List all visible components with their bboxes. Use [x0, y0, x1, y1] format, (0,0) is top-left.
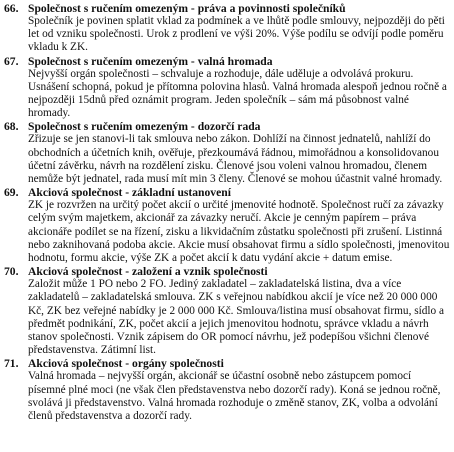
section-title: Akciová společnost - orgány společnosti: [28, 357, 224, 371]
section-paragraph: Společník je povinen splatit vklad za podmínek a ve lhůtě podle smlouvy, nejpozději do pěti let od vzniku společnosti. Urok z prodlení ve výši 20%. Výše podílu se odvíjí podle poměru vkladu k ZK.: [28, 15, 445, 54]
section-heading: [4, 2, 450, 15]
section-number: 70.: [4, 265, 19, 279]
section-body: [28, 370, 450, 423]
section-69: [4, 186, 450, 265]
section-title: Společnost s ručením omezeným - valná hromada: [28, 54, 273, 68]
section-number: 69.: [4, 186, 19, 200]
section-heading: [4, 186, 450, 199]
section-paragraph: Zřizuje se jen stanovi-li tak smlouva nebo zákon. Dohlíží na činnost jednatelů, nahlíží do obchodních a účetních knih, ověřuje, přezkoumává řádnou, mimořádnou a konsolidovanou účetní závěrku, návrh na rozdělení zisku. Členové jsou voleni valnou hromadou, členem nemůže být jednatel, rada musí mít min 3 členy. Členové se mohou účastnit valné hromady.: [28, 133, 443, 186]
section-paragraph: Nejvyšší orgán společnosti – schvaluje a rozhoduje, dále uděluje a odvolává prokuru. Usnášení schopná, pokud je přítomna polovina hlasů. Valná hromada alespoň jednou ročně a nejpozději 15dnů před oznámit program. Jeden společník – sám má působnost valné hromady.: [28, 67, 447, 120]
section-71: [4, 357, 450, 423]
section-title: Akciová společnost - založení a vznik společnosti: [28, 265, 268, 279]
section-paragraph: ZK je rozvržen na určitý počet akcií o určité jmenovité hodnotě. Společnost ručí za závazky celým svým majetkem, akcionář za závazky neručí. Akcie je cenným papírem – práva akcionáře podílet se na řízení, zisku a likvidačním zůstatku společnosti při zrušení. Listinná nebo zaknihovaná podoba akcie. Akcie musí obsahovat firmu a sídlo společnosti, jmenovitou hodnotu, formu akcie, výše ZK a počet akcií k datu vydání akcie + datum emise.: [28, 199, 450, 265]
section-number: 66.: [4, 2, 19, 15]
section-67: [4, 55, 450, 121]
section-number: 68.: [4, 120, 19, 134]
section-paragraph: Založit může 1 PO nebo 2 FO. Jediný zakladatel – zakladatelská listina, dva a více zakladatelů – zakladatelská smlouva. ZK s veřejnou nabídkou akcií je více než 20 000 000 Kč, ZK bez veřejné nabídky je 2 000 000 Kč. Smlouva/listina musí obsahovat firmu, sídlo a předmět podnikání, ZK, počet akcií a jejich jmenovitou hodnotu, správce vkladu a návrh stanov společnosti. Vznik zápisem do OR pomocí návrhu, jež podepíšou všichni členové představenstva. Zátimní list.: [28, 278, 445, 357]
section-heading: [4, 265, 450, 278]
section-number: 71.: [4, 357, 19, 371]
section-66: [4, 2, 450, 55]
section-title: Společnost s ručením omezeným - práva a povinnosti společníků: [28, 2, 346, 15]
section-body: [28, 15, 450, 55]
section-body: [28, 68, 450, 121]
section-heading: [4, 55, 450, 68]
section-68: [4, 120, 450, 186]
section-body: [28, 278, 450, 357]
section-heading: [4, 120, 450, 133]
section-paragraph: Valná hromada – nejvyšší orgán, akcionář se účastní osobně nebo zástupcem pomocí písemné plné moci (ne však člen představenstva nebo dozorčí rady). Koná se jednou ročně, svolává ji představenstvo. Valná hromada rozhoduje o změně stanov, ZK, volba a odvolání členů představenstva a dozorčí rady.: [28, 370, 441, 423]
section-title: Akciová společnost - základní ustanovení: [28, 186, 231, 200]
section-title: Společnost s ručením omezeným - dozorčí rada: [28, 120, 261, 134]
section-70: [4, 265, 450, 357]
section-heading: [4, 357, 450, 370]
section-number: 67.: [4, 54, 19, 68]
section-body: [28, 133, 450, 186]
section-body: [28, 199, 450, 265]
